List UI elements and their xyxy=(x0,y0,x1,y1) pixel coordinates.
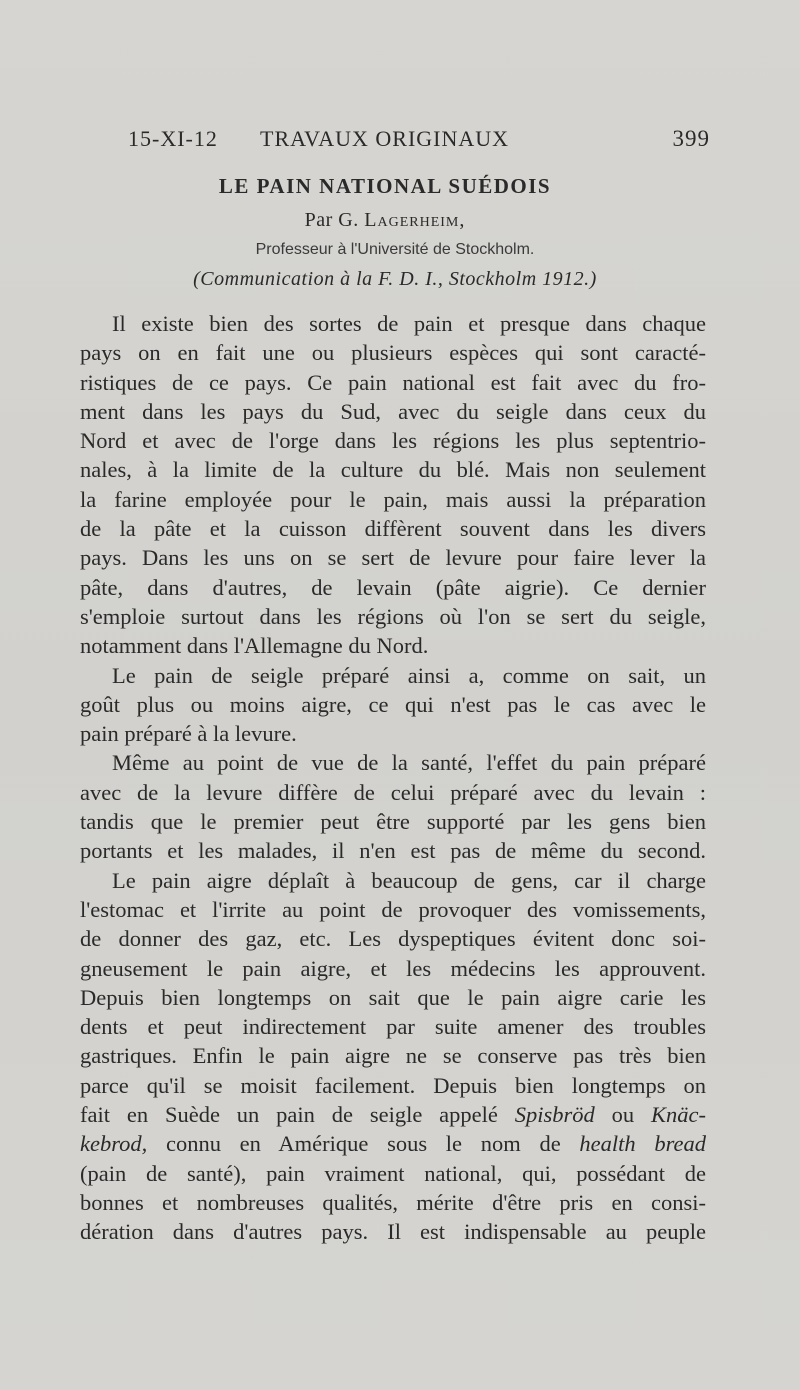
paragraph-2 xyxy=(80,661,706,749)
text-line: pays. Dans les uns on se sert de levure pour faire lever la xyxy=(80,545,706,571)
text-line: Même au point de vue de la santé, l'effet du pain préparé xyxy=(112,750,706,776)
text-line xyxy=(80,1129,706,1158)
byline-prefix: Par G. xyxy=(304,209,365,231)
article-title: LE PAIN NATIONAL SUÉDOIS xyxy=(218,174,552,198)
text-line: ment dans les pays du Sud, avec du seigle dans ceux du xyxy=(80,398,706,424)
term-health-bread: health bread xyxy=(579,1131,706,1157)
text-line: s'emploie surtout dans les régions où l'on se sert du seigle, xyxy=(80,603,706,629)
text-line: Depuis bien longtemps on sait que le pain aigre carie les xyxy=(80,984,706,1010)
section-title: TRAVAUX ORIGINAUX xyxy=(260,126,510,151)
paragraph-3 xyxy=(80,748,706,865)
byline xyxy=(0,209,770,232)
text-line: gastriques. Enfin le pain aigre ne se conserve pas très bien xyxy=(80,1043,706,1069)
text-line: notamment dans l'Allemagne du Nord. xyxy=(80,633,429,659)
paragraph-1 xyxy=(80,309,706,661)
author-affiliation: Professeur à l'Université de Stockholm. xyxy=(255,241,535,258)
text-line: de donner des gaz, etc. Les dyspeptiques évitent donc soi- xyxy=(80,926,706,952)
author-name: Lagerheim, xyxy=(364,209,466,231)
text-line: (pain de santé), pain vraiment national, qui, possédant de xyxy=(80,1160,706,1186)
text-line: pays on en fait une ou plusieurs espèces qui sont caracté- xyxy=(80,340,706,366)
text-line: pain préparé à la levure. xyxy=(80,721,297,747)
text-line: ristiques de ce pays. Ce pain national est fait avec du fro- xyxy=(80,369,706,395)
text-line: l'estomac et l'irrite au point de provoquer des vomissements, xyxy=(80,896,706,922)
text-line: tandis que le premier peut être supporté par les gens bien xyxy=(80,809,706,835)
text-line: parce qu'il se moisit facilement. Depuis bien longtemps on xyxy=(80,1072,706,1098)
term-spisbrod: Spisbröd xyxy=(514,1102,595,1128)
text-line: dents et peut indirectement par suite amener des troubles xyxy=(80,1014,706,1040)
article-body xyxy=(80,309,706,1247)
text-line: avec de la levure diffère de celui préparé avec du levain : xyxy=(80,779,706,805)
running-head xyxy=(128,126,710,156)
term-knackebrod-part2: kebrod, xyxy=(80,1131,148,1157)
text-line: nales, à la limite de la culture du blé. Mais non seulement xyxy=(80,457,706,483)
text-line: de la pâte et la cuisson diffèrent souvent dans les divers xyxy=(80,516,706,542)
communication-note: (Communication à la F. D. I., Stockholm 1912.) xyxy=(193,268,597,290)
text-line: Le pain de seigle préparé ainsi a, comme on sait, un xyxy=(112,662,706,688)
text-line: gneusement le pain aigre, et les médecins les approuvent. xyxy=(80,955,706,981)
text-line: Nord et avec de l'orge dans les régions les plus septentrio- xyxy=(80,428,706,454)
text-run: connu en Amérique sous le nom de xyxy=(147,1131,580,1157)
term-knackebrod-part1: Knäc- xyxy=(651,1102,707,1128)
text-line xyxy=(80,1100,706,1129)
text-line: Le pain aigre déplaît à beaucoup de gens, car il charge xyxy=(112,867,706,893)
paragraph-4 xyxy=(80,866,706,1247)
text-line: bonnes et nombreuses qualités, mérite d'être pris en consi- xyxy=(80,1189,706,1215)
text-run: fait en Suède un pain de seigle appelé xyxy=(80,1102,515,1128)
text-line: la farine employée pour le pain, mais aussi la préparation xyxy=(80,486,706,512)
text-line: pâte, dans d'autres, de levain (pâte aigrie). Ce dernier xyxy=(80,574,706,600)
text-line: portants et les malades, il n'en est pas de même du second. xyxy=(80,838,706,864)
page-number: 399 xyxy=(672,126,710,151)
text-line: dération dans d'autres pays. Il est indispensable au peuple xyxy=(80,1219,706,1245)
issue-date: 15-XI-12 xyxy=(128,126,218,151)
text-run: ou xyxy=(594,1102,652,1128)
text-line: Il existe bien des sortes de pain et presque dans chaque xyxy=(112,311,706,336)
text-line: goût plus ou moins aigre, ce qui n'est pas le cas avec le xyxy=(80,691,706,717)
